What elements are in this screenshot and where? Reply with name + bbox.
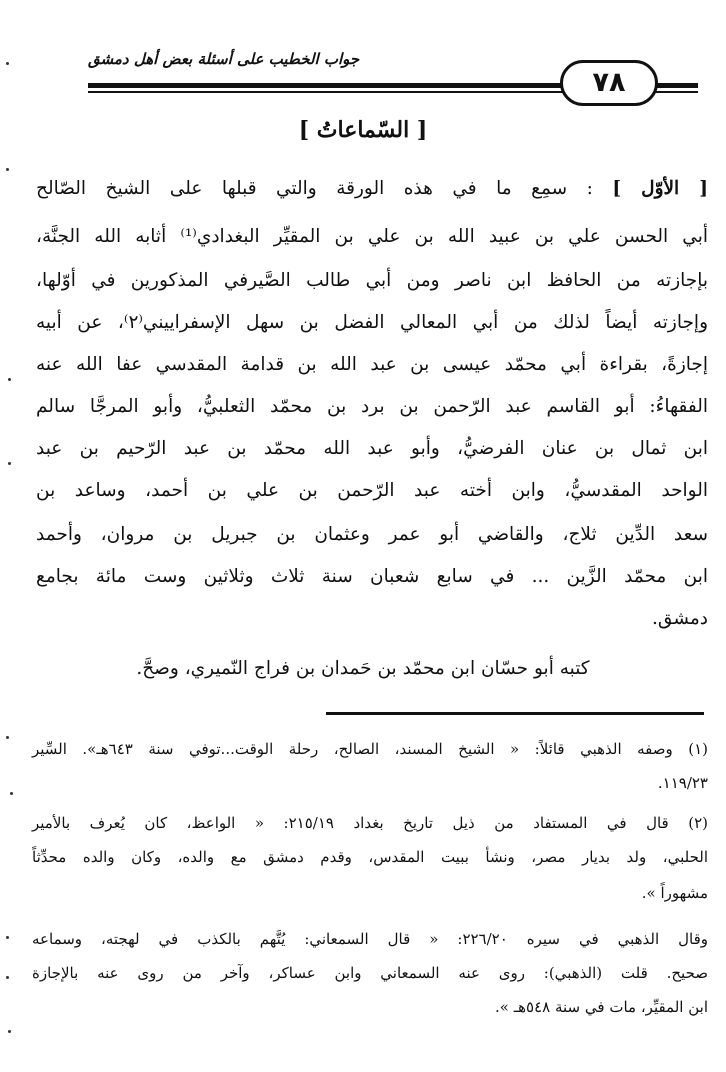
body-line-1 bbox=[36, 170, 708, 208]
page-number: ٧٨ bbox=[560, 60, 658, 106]
scan-speck bbox=[10, 792, 13, 795]
footnote-2-line-2: الحلبي، ولد بديار مصر، ونشأ ببيت المقدس، وقدم دمشق مع والده، وكان والده محدِّثاً bbox=[32, 848, 708, 866]
body-line-1-text: : سمِع ما في هذه الورقة والتي قبلها على الشيخ الصّالح bbox=[36, 178, 593, 199]
footnote-2-line-4: وقال الذهبي في سيره ٢٢٦/٢٠: « قال السمعاني: يُتَّهم بالكذب في لهجته، وسماعه bbox=[32, 930, 708, 948]
scan-speck bbox=[6, 976, 9, 979]
footnote-2-line-3: مشهوراً ». bbox=[641, 884, 708, 902]
body-line-7: ابن ثمال بن عنان الفرضيُّ، وأبو عبد الله محمّد بن عبد الرّحيم بن عبد bbox=[36, 438, 708, 459]
scan-speck bbox=[6, 736, 9, 739]
body-line-8: الواحد المقدسيُّ، وابن أخته عبد الرّحمن بن علي بن أحمد، وساعد بن bbox=[36, 480, 708, 501]
scan-speck bbox=[8, 1030, 11, 1033]
footnote-2-line-5: صحيح. قلت (الذهبي): روى عنه السمعاني وابن عساكر، وآخر من روى عنه بالإجازة bbox=[32, 964, 708, 982]
body-line-10: ابن محمّد الزَّين ... في سابع شعبان سنة ثلاث وثلاثين وست مائة بجامع bbox=[36, 566, 708, 587]
lead-label: [ الأوّل ] bbox=[612, 178, 708, 199]
footnote-2-line-1: (٢) قال في المستفاد من ذيل تاريخ بغداد ٢١٥/١٩: « الواعظ، كان يُعرف بالأمير bbox=[32, 814, 709, 832]
scan-speck bbox=[6, 936, 9, 939]
footnote-rule bbox=[326, 712, 704, 715]
scan-speck bbox=[6, 62, 9, 65]
running-title: جواب الخطيب على أسئلة بعض أهل دمشق bbox=[88, 50, 360, 68]
scan-speck bbox=[8, 378, 11, 381]
body-line-4: وإجازته أيضاً لذلك من أبي المعالي الفضل بن سهل الإسفراييني⁽٢⁾، عن أبيه bbox=[36, 312, 709, 333]
body-line-5: إجازةً، بقراءة أبي محمّد عيسى بن عبد الله بن قدامة المقدسي عفا الله عنه bbox=[36, 354, 708, 375]
footnote-1-line-2: ١١٩/٢٣. bbox=[657, 774, 708, 792]
body-line-2: أبي الحسن علي بن عبيد الله بن علي بن المقيِّر البغدادي⁽¹⁾ أثابه الله الجنَّة، bbox=[36, 226, 708, 247]
scan-speck bbox=[8, 462, 11, 465]
scan-speck bbox=[6, 168, 9, 171]
body-line-3: بإجازته من الحافظ ابن ناصر ومن أبي طالب الصَّيرفي المذكورين في أوّلها، bbox=[36, 270, 708, 291]
footnote-1-line-1: (١) وصفه الذهبي قائلاً: « الشيخ المسند، الصالح، رحلة الوقت...توفي سنة ٦٤٣هـ». السِّير bbox=[32, 740, 708, 758]
colophon: كتبه أبو حسّان ابن محمّد بن حَمدان بن فراج النّميري، وصحَّ. bbox=[136, 658, 590, 679]
section-heading: [ السّماعاتُ ] bbox=[298, 117, 428, 143]
body-line-11: دمشق. bbox=[652, 608, 708, 629]
footnote-2-line-6: ابن المقيِّر، مات في سنة ٥٤٨هـ ». bbox=[495, 998, 708, 1016]
body-line-6: الفقهاءُ: أبو القاسم عبد الرّحمن بن برد بن محمّد الثعلبيُّ، وأبو المرجَّا سالم bbox=[36, 396, 708, 417]
body-line-9: سعد الدِّين ثلاج، والقاضي أبو عمر وعثمان بن جبريل بن مروان، وأحمد bbox=[36, 524, 708, 545]
